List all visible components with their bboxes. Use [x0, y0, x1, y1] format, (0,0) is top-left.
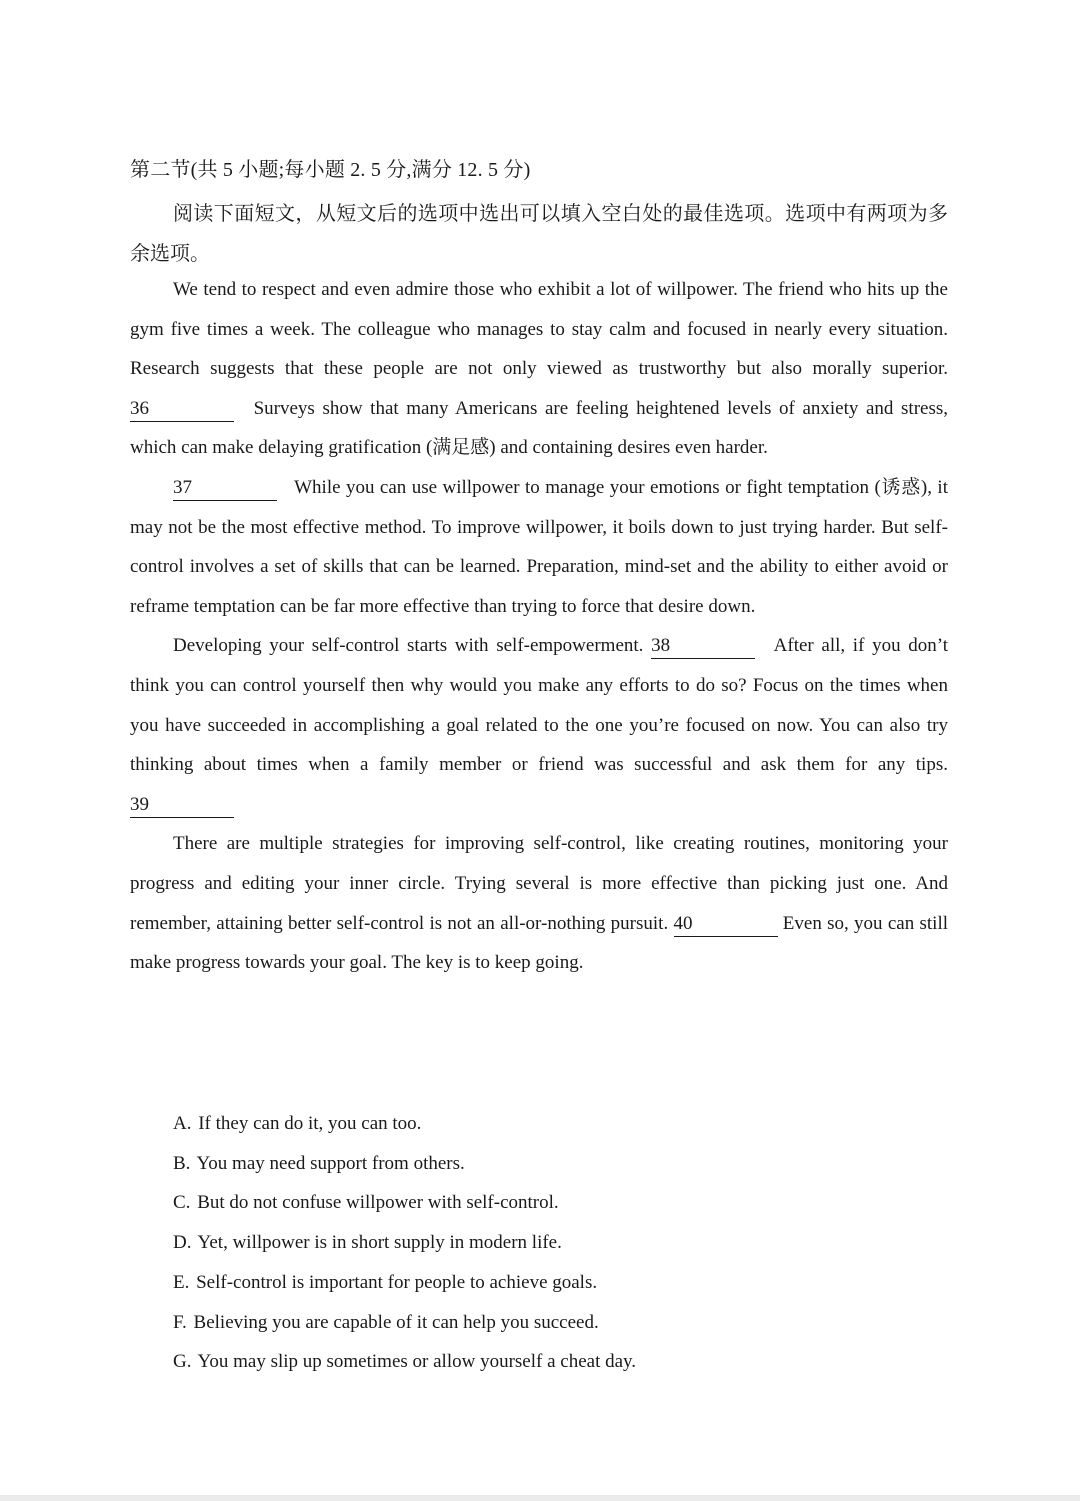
option-text: You may need support from others.	[196, 1152, 465, 1174]
option-letter: C.	[173, 1192, 191, 1214]
reading-passage	[130, 270, 948, 983]
page-bottom-edge	[0, 1495, 1080, 1501]
option-letter: B.	[173, 1152, 191, 1174]
blank-36: 36	[130, 397, 234, 422]
option-f	[173, 1303, 636, 1343]
option-letter: G.	[173, 1351, 192, 1373]
option-c	[173, 1183, 636, 1223]
paragraph-text: Developing your self-control starts with self-empowerment.	[173, 635, 644, 657]
paragraph-text: Surveys show that many Americans are feeling heightened levels of anxiety and stress, which can make delaying gratification (满足感) and containing desires even harder.	[130, 397, 948, 459]
passage-paragraph-3	[130, 626, 948, 824]
option-text: But do not confuse willpower with self-control.	[197, 1192, 559, 1214]
blank-39: 39	[130, 793, 234, 818]
option-b	[173, 1144, 636, 1184]
section-instruction: 阅读下面短文，从短文后的选项中选出可以填入空白处的最佳选项。选项中有两项为多余选项。	[130, 203, 948, 265]
passage-paragraph-1	[130, 270, 948, 468]
answer-options	[173, 1104, 636, 1382]
option-letter: A.	[173, 1113, 192, 1134]
passage-paragraph-4	[130, 824, 948, 982]
option-text: You may slip up sometimes or allow yourself a cheat day.	[197, 1351, 637, 1373]
paragraph-text: We tend to respect and even admire those who exhibit a lot of willpower. The friend who hits up the gym five times a week. The colleague who manages to stay calm and focused in nearly every situation. Research suggests that these people are not only viewed as trustworthy but also morally superior.	[130, 279, 948, 380]
blank-37: 37	[173, 476, 277, 501]
paragraph-text: While you can use willpower to manage your emotions or fight temptation (诱惑), it may not be the most effective method. To improve willpower, it boils down to just trying harder. But self-control involves a set of skills that can be learned. Preparation, mind-set and the ability to either avoid or reframe temptation can be far more effective than trying to force that desire down.	[130, 476, 948, 617]
blank-40: 40	[674, 912, 778, 937]
option-letter: D.	[173, 1232, 192, 1254]
paragraph-text: Even so, you can still make progress towards your goal. The key is to keep going.	[130, 912, 949, 974]
option-d	[173, 1223, 636, 1263]
option-text: Yet, willpower is in short supply in modern life.	[197, 1232, 562, 1254]
option-g	[173, 1342, 636, 1382]
option-letter: E.	[173, 1271, 190, 1293]
section-heading: 第二节(共 5 小题;每小题 2. 5 分,满分 12. 5 分)	[130, 159, 531, 181]
option-text: Self-control is important for people to achieve goals.	[196, 1271, 598, 1293]
option-text: If they can do it, you can too.	[198, 1113, 422, 1134]
blank-38: 38	[651, 634, 755, 659]
option-e	[173, 1263, 636, 1303]
passage-paragraph-2	[130, 468, 948, 626]
option-text: Believing you are capable of it can help you succeed.	[193, 1311, 599, 1333]
paragraph-text: After all, if you don’t think you can control yourself then why would you make any efforts to do so? Focus on the times when you have succeeded in accomplishing a goal related to the one you’re focused on now. You can also try thinking about times when a family member or friend was successful and ask them for any tips.	[130, 635, 948, 776]
option-a	[173, 1104, 636, 1144]
option-letter: F.	[173, 1311, 187, 1333]
paragraph-text: There are multiple strategies for improving self-control, like creating routines, monitoring your progress and editing your inner circle. Trying several is more effective than picking just one. And remember, attaining better self-control is not an all-or-nothing pursuit.	[130, 833, 948, 934]
